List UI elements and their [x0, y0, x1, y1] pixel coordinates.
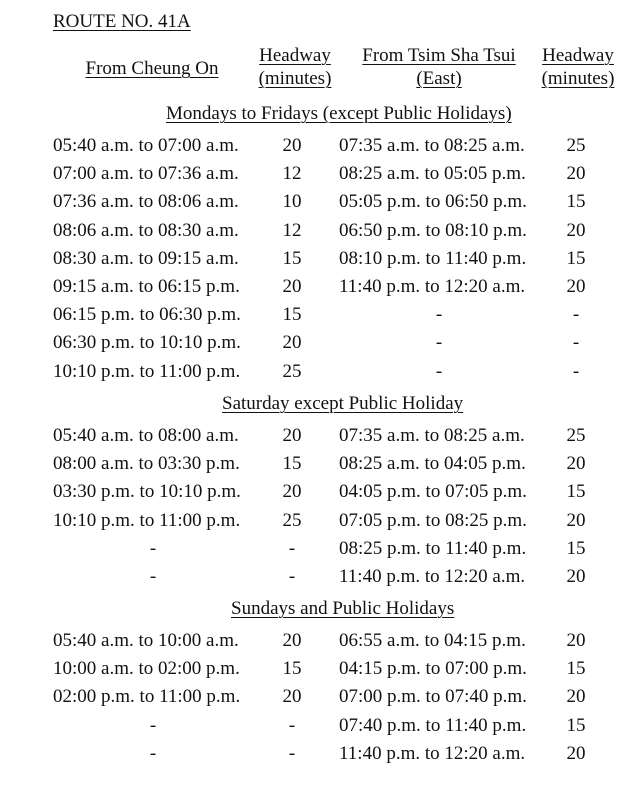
table-row: [0, 510, 633, 532]
header-from-cheung-on: From Cheung On: [85, 58, 219, 79]
cheung-on-headway: 10: [282, 191, 302, 212]
table-row: [0, 332, 633, 354]
cheung-on-period: 09:15 a.m. to 06:15 p.m.: [53, 276, 240, 297]
table-row: [0, 220, 633, 242]
cheung-on-period: -: [149, 743, 157, 764]
cheung-on-period: 10:00 a.m. to 02:00 p.m.: [53, 658, 240, 679]
tsim-sha-tsui-period: 07:40 p.m. to 11:40 p.m.: [339, 715, 527, 736]
tsim-sha-tsui-headway: -: [572, 304, 580, 325]
tsim-sha-tsui-headway: 20: [566, 566, 586, 587]
tsim-sha-tsui-period: -: [435, 332, 443, 353]
cheung-on-headway: 20: [282, 481, 302, 502]
cheung-on-headway: 12: [282, 220, 302, 241]
cheung-on-headway: 15: [282, 248, 302, 269]
tsim-sha-tsui-headway: 15: [566, 658, 586, 679]
cheung-on-period: -: [149, 715, 157, 736]
tsim-sha-tsui-headway: 15: [566, 481, 586, 502]
cheung-on-headway: 15: [282, 304, 302, 325]
table-row: [0, 481, 633, 503]
cheung-on-period: 05:40 a.m. to 07:00 a.m.: [53, 135, 239, 156]
table-row: [0, 361, 633, 383]
cheung-on-headway: 20: [282, 425, 302, 446]
table-row: [0, 163, 633, 185]
tsim-sha-tsui-period: 11:40 p.m. to 12:20 a.m.: [339, 743, 526, 764]
tsim-sha-tsui-period: 08:25 a.m. to 05:05 p.m.: [339, 163, 526, 184]
table-row: [0, 630, 633, 652]
table-row: [0, 743, 633, 765]
tsim-sha-tsui-period: 06:50 p.m. to 08:10 p.m.: [339, 220, 527, 241]
cheung-on-period: 10:10 p.m. to 11:00 p.m.: [53, 361, 241, 382]
tsim-sha-tsui-period: 05:05 p.m. to 06:50 p.m.: [339, 191, 527, 212]
cheung-on-period: 05:40 a.m. to 08:00 a.m.: [53, 425, 239, 446]
cheung-on-headway: 12: [282, 163, 302, 184]
cheung-on-headway: 15: [282, 453, 302, 474]
cheung-on-period: 05:40 a.m. to 10:00 a.m.: [53, 630, 239, 651]
cheung-on-period: 07:00 a.m. to 07:36 a.m.: [53, 163, 239, 184]
table-row: [0, 715, 633, 737]
tsim-sha-tsui-period: 08:25 p.m. to 11:40 p.m.: [339, 538, 527, 559]
tsim-sha-tsui-period: 08:10 p.m. to 11:40 p.m.: [339, 248, 527, 269]
table-row: [0, 686, 633, 708]
table-row: [0, 453, 633, 475]
tsim-sha-tsui-period: 07:05 p.m. to 08:25 p.m.: [339, 510, 527, 531]
cheung-on-headway: -: [288, 715, 296, 736]
cheung-on-period: -: [149, 566, 157, 587]
table-row: [0, 191, 633, 213]
tsim-sha-tsui-period: 07:35 a.m. to 08:25 a.m.: [339, 425, 525, 446]
cheung-on-period: 08:06 a.m. to 08:30 a.m.: [53, 220, 239, 241]
section-title: Saturday except Public Holiday: [222, 393, 464, 414]
tsim-sha-tsui-period: 04:15 p.m. to 07:00 p.m.: [339, 658, 527, 679]
cheung-on-headway: 25: [282, 361, 302, 382]
cheung-on-headway: -: [288, 538, 296, 559]
header-headway-1-unit: (minutes): [258, 68, 332, 89]
table-row: [0, 276, 633, 298]
tsim-sha-tsui-headway: 25: [566, 135, 586, 156]
tsim-sha-tsui-headway: 20: [566, 276, 586, 297]
cheung-on-headway: 20: [282, 686, 302, 707]
tsim-sha-tsui-headway: 20: [566, 686, 586, 707]
tsim-sha-tsui-period: 11:40 p.m. to 12:20 a.m.: [339, 566, 526, 587]
section-title: Mondays to Fridays (except Public Holidays): [166, 103, 512, 124]
cheung-on-period: 06:15 p.m. to 06:30 p.m.: [53, 304, 241, 325]
tsim-sha-tsui-period: 06:55 a.m. to 04:15 p.m.: [339, 630, 526, 651]
tsim-sha-tsui-headway: -: [572, 332, 580, 353]
tsim-sha-tsui-period: 07:35 a.m. to 08:25 a.m.: [339, 135, 525, 156]
tsim-sha-tsui-headway: 20: [566, 630, 586, 651]
tsim-sha-tsui-period: 07:00 p.m. to 07:40 p.m.: [339, 686, 527, 707]
tsim-sha-tsui-headway: 15: [566, 715, 586, 736]
tsim-sha-tsui-period: -: [435, 361, 443, 382]
cheung-on-period: 06:30 p.m. to 10:10 p.m.: [53, 332, 241, 353]
header-headway-1: Headway: [259, 45, 331, 66]
tsim-sha-tsui-headway: 20: [566, 510, 586, 531]
cheung-on-headway: -: [288, 743, 296, 764]
table-row: [0, 248, 633, 270]
cheung-on-headway: 20: [282, 332, 302, 353]
cheung-on-headway: 20: [282, 135, 302, 156]
tsim-sha-tsui-period: -: [435, 304, 443, 325]
route-title: ROUTE NO. 41A: [53, 11, 191, 32]
cheung-on-period: 07:36 a.m. to 08:06 a.m.: [53, 191, 239, 212]
cheung-on-headway: -: [288, 566, 296, 587]
tsim-sha-tsui-headway: 20: [566, 453, 586, 474]
header-headway-2: Headway: [542, 45, 614, 66]
cheung-on-headway: 25: [282, 510, 302, 531]
cheung-on-period: 08:30 a.m. to 09:15 a.m.: [53, 248, 239, 269]
header-from-tsim-sha-tsui-east: (East): [416, 68, 462, 89]
table-row: [0, 538, 633, 560]
header-from-tsim-sha-tsui: From Tsim Sha Tsui: [362, 45, 516, 66]
cheung-on-period: 02:00 p.m. to 11:00 p.m.: [53, 686, 241, 707]
tsim-sha-tsui-headway: 15: [566, 248, 586, 269]
tsim-sha-tsui-headway: 20: [566, 220, 586, 241]
tsim-sha-tsui-period: 08:25 a.m. to 04:05 p.m.: [339, 453, 526, 474]
section-title: Sundays and Public Holidays: [231, 598, 455, 619]
table-row: [0, 135, 633, 157]
tsim-sha-tsui-headway: 20: [566, 163, 586, 184]
table-row: [0, 425, 633, 447]
tsim-sha-tsui-headway: 25: [566, 425, 586, 446]
table-row: [0, 304, 633, 326]
table-row: [0, 658, 633, 680]
header-headway-2-unit: (minutes): [541, 68, 615, 89]
cheung-on-period: -: [149, 538, 157, 559]
cheung-on-headway: 20: [282, 276, 302, 297]
cheung-on-period: 10:10 p.m. to 11:00 p.m.: [53, 510, 241, 531]
cheung-on-headway: 20: [282, 630, 302, 651]
cheung-on-period: 08:00 a.m. to 03:30 p.m.: [53, 453, 240, 474]
tsim-sha-tsui-headway: 15: [566, 538, 586, 559]
cheung-on-period: 03:30 p.m. to 10:10 p.m.: [53, 481, 241, 502]
tsim-sha-tsui-headway: -: [572, 361, 580, 382]
tsim-sha-tsui-period: 04:05 p.m. to 07:05 p.m.: [339, 481, 527, 502]
tsim-sha-tsui-period: 11:40 p.m. to 12:20 a.m.: [339, 276, 526, 297]
cheung-on-headway: 15: [282, 658, 302, 679]
tsim-sha-tsui-headway: 20: [566, 743, 586, 764]
table-row: [0, 566, 633, 588]
tsim-sha-tsui-headway: 15: [566, 191, 586, 212]
